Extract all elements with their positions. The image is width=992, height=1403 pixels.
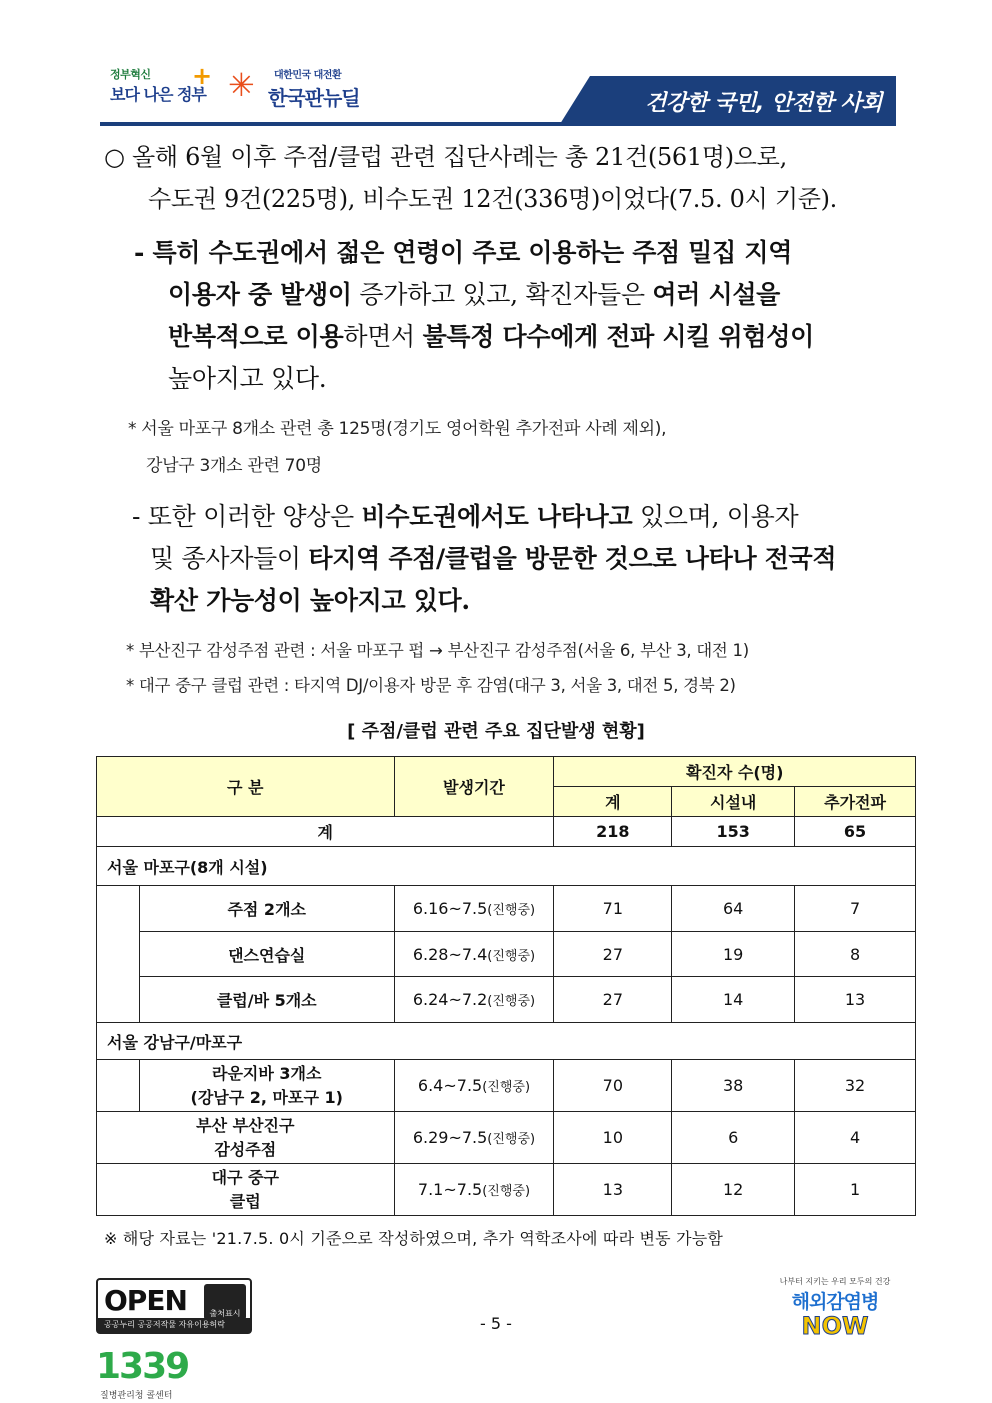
plus-icon: + — [192, 62, 213, 90]
callcenter-number: 1339 — [96, 1346, 189, 1387]
attribution-icon: 출처표시 — [204, 1284, 246, 1320]
row-extra: 32 — [795, 1060, 916, 1112]
para3-line2 — [150, 538, 836, 580]
indent-cell — [97, 886, 140, 1023]
table-row — [97, 1112, 916, 1164]
para2-line3-bold2: 불특정 다수에게 전파 시킬 위험성이 — [422, 322, 814, 351]
row-extra: 13 — [795, 977, 916, 1023]
para3-line1-normal2: 있으며, 이용자 — [632, 502, 799, 531]
para2-line3 — [168, 316, 814, 358]
row-facility: 12 — [672, 1164, 795, 1216]
slogan-banner — [590, 76, 896, 124]
row-extra: 4 — [795, 1112, 916, 1164]
page-number: - 5 - — [480, 1314, 512, 1333]
row-name-line2: (강남구 2, 마포구 1) — [190, 1087, 343, 1107]
row-facility: 64 — [672, 886, 795, 932]
period-date: 6.28~7.4 — [412, 944, 488, 964]
row-name-line2: 클럽 — [229, 1191, 261, 1211]
row-total: 27 — [554, 977, 672, 1023]
table-title: [ 주점/클럽 관련 주요 집단발생 현황] — [347, 721, 645, 742]
table-header-row — [97, 757, 916, 787]
para3-line3 — [150, 580, 470, 622]
row-name: 주점 2개소 — [139, 886, 394, 932]
header-period: 발생기간 — [394, 757, 554, 817]
para2-line2-bold: 이용자 중 발생이 — [168, 280, 352, 309]
group2-label: 서울 강남구/마포구 — [97, 1023, 916, 1060]
gov-logo-big-text: 보다 나은 정부 — [110, 85, 206, 104]
para3-line3-text: 확산 가능성이 높아지고 있다. — [150, 586, 470, 615]
period-date: 6.16~7.5 — [412, 899, 488, 918]
row-period — [394, 1112, 554, 1164]
table-row — [97, 886, 916, 932]
header-total: 계 — [554, 787, 672, 817]
para3-line1-normal: - 또한 이러한 양상은 — [132, 502, 362, 531]
period-status: (진행중) — [487, 1132, 536, 1147]
row-facility: 19 — [672, 932, 795, 977]
period-status: (진행중) — [487, 948, 536, 964]
row-total: 13 — [554, 1164, 672, 1216]
header-category: 구 분 — [97, 757, 395, 817]
row-facility: 38 — [672, 1060, 795, 1112]
header-facility: 시설내 — [672, 787, 795, 817]
now-small-text: 나부터 지키는 우리 모두의 건강 — [779, 1277, 891, 1286]
para2-line2 — [168, 274, 780, 316]
period-date: 6.29~7.5 — [412, 1128, 488, 1147]
period-date: 7.1~7.5 — [417, 1180, 483, 1199]
row-total: 10 — [554, 1112, 672, 1164]
para1-line2: 수도권 9건(225명), 비수도권 12건(336명)이었다(7.5. 0시 기준). — [148, 185, 838, 213]
indent-cell — [97, 1060, 140, 1112]
row-period — [394, 1164, 554, 1216]
header-divider — [100, 122, 896, 126]
row-facility: 14 — [672, 977, 795, 1023]
overseas-infection-now-logo — [770, 1276, 900, 1340]
para2-line4: 높아지고 있다. — [168, 364, 327, 393]
para2-line3-normal: 하면서 — [343, 322, 423, 351]
cluster-cases-table — [96, 756, 916, 1216]
period-date: 6.4~7.5 — [417, 1076, 483, 1095]
row-name: 클럽/바 5개소 — [139, 977, 394, 1023]
row-extra: 7 — [795, 886, 916, 932]
table-footnote: ※ 해당 자료는 '21.7.5. 0시 기준으로 작성하였으며, 추가 역학조사에 따라 변동 가능함 — [104, 1229, 724, 1248]
gov-innovation-logo — [104, 62, 214, 112]
callcenter-1339-logo — [96, 1346, 206, 1402]
group-row — [97, 847, 916, 886]
table-row — [97, 1060, 916, 1112]
row-facility: 6 — [672, 1112, 795, 1164]
note1-line2: 강남구 3개소 관련 70명 — [146, 456, 322, 476]
table-row — [97, 977, 916, 1023]
row-name — [97, 1112, 395, 1164]
group1-label: 서울 마포구(8개 시설) — [97, 847, 916, 886]
callcenter-label: 질병관리청 콜센터 — [100, 1391, 173, 1401]
group-row — [97, 1023, 916, 1060]
period-status: (진행중) — [487, 994, 536, 1009]
para3-line1 — [132, 496, 798, 538]
total-extra: 65 — [795, 817, 916, 847]
para2-line2-bold2: 여러 시설을 — [652, 280, 781, 309]
row-period — [394, 1060, 554, 1112]
row-name-line2: 감성주점 — [214, 1139, 277, 1159]
now-title-text: 해외감염병 — [791, 1291, 879, 1313]
newdeal-logo-big-text: 한국판뉴딜 — [268, 86, 360, 110]
open-text: OPEN — [104, 1284, 187, 1317]
table-row — [97, 1164, 916, 1216]
para2-line1 — [134, 232, 792, 274]
korean-new-deal-logo — [228, 66, 378, 110]
period-status: (진행중) — [482, 1184, 531, 1199]
para3-line2-normal: 및 종사자들이 — [150, 544, 309, 573]
total-total: 218 — [554, 817, 672, 847]
row-name-line1: 부산 부산진구 — [196, 1115, 295, 1135]
row-extra: 1 — [795, 1164, 916, 1216]
row-total: 27 — [554, 932, 672, 977]
sparkle-icon: ✳ — [228, 66, 255, 104]
row-total: 71 — [554, 886, 672, 932]
para2-line3-bold: 반복적으로 이용 — [168, 322, 344, 351]
row-name: 댄스연습실 — [139, 932, 394, 977]
row-period — [394, 886, 554, 932]
row-name-line1: 라운지바 3개소 — [212, 1063, 322, 1083]
newdeal-logo-small-text: 대한민국 대전환 — [274, 70, 342, 81]
table-row — [97, 932, 916, 977]
total-label: 계 — [97, 817, 554, 847]
row-total: 70 — [554, 1060, 672, 1112]
row-extra: 8 — [795, 932, 916, 977]
period-status: (진행중) — [482, 1080, 531, 1095]
gov-logo-small-text: 정부혁신 — [110, 68, 151, 81]
header-cases: 확진자 수(명) — [554, 757, 916, 787]
row-period — [394, 932, 554, 977]
open-license-bar: 공공누리 공공저작물 자유이용허락 — [98, 1318, 250, 1332]
para3-line2-bold: 타지역 주점/클럽을 방문한 것으로 나타나 전국적 — [308, 544, 837, 573]
now-big-text: NOW — [801, 1312, 869, 1340]
para3-line1-bold: 비수도권에서도 나타나고 — [361, 502, 633, 531]
para2-line1-text: - 특히 수도권에서 젊은 연령이 주로 이용하는 주점 밀집 지역 — [134, 238, 793, 267]
period-status: (진행중) — [487, 903, 536, 918]
row-name — [97, 1164, 395, 1216]
row-name-line1: 대구 중구 — [211, 1167, 279, 1187]
note3: * 대구 중구 클럽 관련 : 타지역 DJ/이용자 방문 후 감염(대구 3, 서울 3, 대전 5, 경북 2) — [126, 676, 736, 695]
row-name — [139, 1060, 394, 1112]
slogan-text: 건강한 국민, 안전한 사회 — [645, 91, 882, 116]
para2-line2-normal: 증가하고 있고, 확진자들은 — [351, 280, 653, 309]
period-date: 6.24~7.2 — [412, 990, 488, 1009]
total-facility: 153 — [672, 817, 795, 847]
header-extra: 추가전파 — [795, 787, 916, 817]
para1-line1: ○ 올해 6월 이후 주점/클럽 관련 집단사례는 총 21건(561명)으로, — [104, 143, 787, 171]
row-period — [394, 977, 554, 1023]
table-total-row — [97, 817, 916, 847]
note2: * 부산진구 감성주점 관련 : 서울 마포구 펍 → 부산진구 감성주점(서울 6, 부산 3, 대전 1) — [126, 641, 749, 660]
note1-line1: * 서울 마포구 8개소 관련 총 125명(경기도 영어학원 추가전파 사례 제외), — [128, 419, 667, 439]
